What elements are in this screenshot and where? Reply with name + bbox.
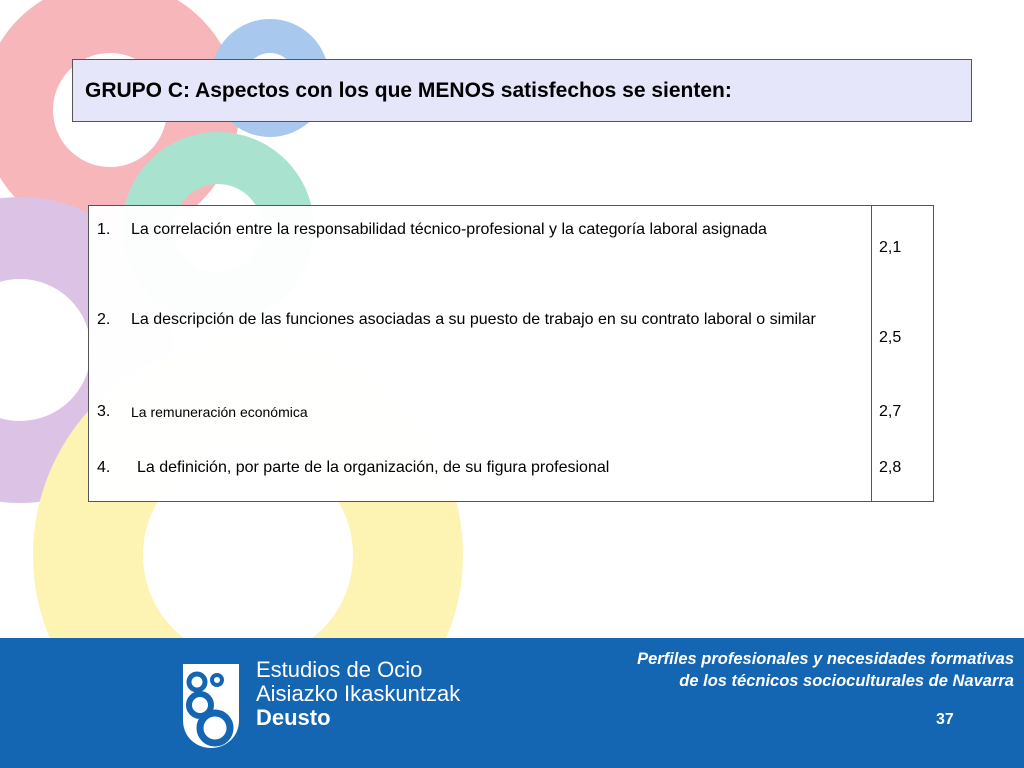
list-item [89, 304, 871, 336]
item-number: 3. [97, 403, 111, 420]
item-text: La correlación entre la responsabilidad técnico-profesional y la categoría laboral asignada [131, 221, 767, 238]
score-value: 2,1 [879, 239, 902, 256]
item-text: La remuneración económica [131, 404, 308, 420]
list-item [89, 214, 871, 246]
page-number: 37 [936, 711, 954, 728]
brand-name-eu: Aisiazko Ikaskuntzak [256, 681, 461, 706]
score-value: 2,7 [879, 403, 902, 420]
aspects-table [88, 205, 934, 502]
deusto-logo-icon [179, 660, 243, 752]
aspects-column [89, 206, 872, 501]
item-number: 4. [97, 459, 111, 476]
score-value: 2,5 [879, 329, 902, 346]
brand-deusto: Deusto [256, 705, 331, 730]
item-number: 2. [97, 311, 111, 328]
footer-bar [0, 638, 1024, 768]
item-text: La definición, por parte de la organización, de su figura profesional [137, 459, 610, 476]
list-item [89, 396, 871, 428]
list-item [89, 452, 871, 484]
page-title: GRUPO C: Aspectos con los que MENOS satisfechos se sienten: [85, 78, 732, 102]
brand-name-es: Estudios de Ocio [256, 657, 423, 682]
score-column [872, 206, 933, 501]
footer-subtitle-line2: de los técnicos socioculturales de Navarra [679, 672, 1014, 690]
title-box [72, 59, 972, 122]
item-number: 1. [97, 221, 111, 238]
footer-subtitle-line1: Perfiles profesionales y necesidades formativas [637, 650, 1014, 668]
score-value: 2,8 [879, 459, 902, 476]
item-text: La descripción de las funciones asociadas a su puesto de trabajo en su contrato laboral o similar [131, 311, 816, 328]
footer-subtitle [637, 648, 1014, 692]
